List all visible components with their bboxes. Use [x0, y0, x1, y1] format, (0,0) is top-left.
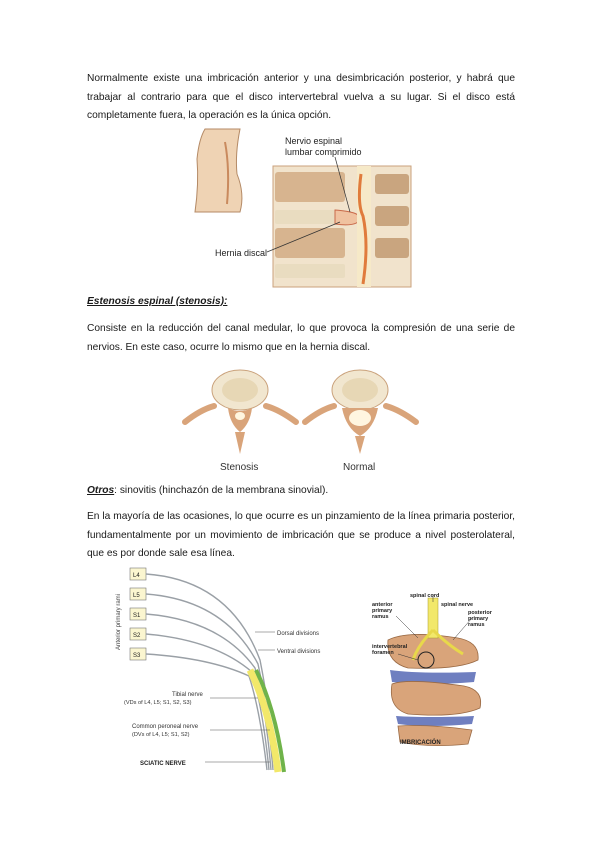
level-l4: L4	[133, 573, 140, 579]
level-s1: S1	[133, 613, 141, 619]
label-anterior-rami: Anterior primary rami	[116, 593, 122, 650]
label-foramen-1: intervertebral	[372, 644, 408, 650]
caption-imbricacion: IMBRICACIÓN	[400, 740, 441, 746]
label-foramen-2: foramen	[372, 650, 394, 656]
label-posterior-3: ramus	[468, 622, 485, 628]
paragraph-otros: En la mayoría de las ocasiones, lo que ocurre es un pinzamiento de la línea primaria posterior, fundamentalmente por un movimiento de imbricación que se produce a nivel posterolateral, que es por donde sale esa línea.	[87, 511, 515, 559]
stenosis-figure	[180, 362, 420, 474]
label-normal: Normal	[343, 462, 376, 473]
level-l5: L5	[133, 593, 140, 599]
sciatic-diagram	[110, 560, 360, 775]
label-nervio-2: lumbar comprimido	[285, 147, 362, 157]
label-peroneal-1: Common peroneal nerve	[132, 724, 199, 730]
label-stenosis: Stenosis	[220, 462, 259, 473]
hernia-figure	[185, 124, 415, 289]
hernia-illustration	[185, 124, 415, 289]
label-tibial-2: (VDs of L4, L5; S1, S2, S3)	[124, 700, 192, 706]
otros-text: : sinovitis (hinchazón de la membrana sinovial).	[114, 485, 329, 496]
label-nervio-1: Nervio espinal	[285, 136, 343, 146]
label-anterior-2: primary	[372, 608, 393, 614]
paragraph-intro: Normalmente existe una imbricación anterior y una desimbricación posterior, y habrá que trabajar al contrario para que el disco intervertebral vuelva a su lugar. Si el disco está completamente fuera, la operación es la única opción.	[87, 73, 515, 121]
otros-line	[87, 485, 328, 496]
label-dorsal: Dorsal divisions	[277, 631, 320, 637]
level-boxes	[130, 568, 146, 660]
label-spinal-nerve: spinal nerve	[441, 602, 474, 608]
label-anterior-3: ramus	[372, 614, 389, 620]
paragraph-stenosis: Consiste en la reducción del canal medular, lo que provoca la compresión de una serie de nervios. En este caso, ocurre lo mismo que en la hernia discal.	[87, 323, 515, 353]
sciatic-figure	[110, 560, 360, 775]
label-tibial-1: Tibial nerve	[172, 692, 203, 698]
label-anterior-1: anterior	[372, 602, 393, 608]
label-posterior-1: posterior	[468, 610, 492, 616]
label-peroneal-2: (DVs of L4, L5; S1, S2)	[132, 732, 190, 738]
label-ventral: Ventral divisions	[277, 649, 321, 655]
heading-stenosis: Estenosis espinal (stenosis):	[87, 296, 228, 307]
label-hernia: Hernia discal	[215, 248, 268, 258]
label-sciatic: SCIATIC NERVE	[140, 761, 186, 767]
label-spinal-cord: spinal cord	[410, 593, 440, 599]
imbricacion-figure	[368, 590, 508, 750]
imbricacion-illustration	[368, 590, 508, 750]
stenosis-illustration	[180, 362, 420, 474]
level-s3: S3	[133, 653, 141, 659]
level-s2: S2	[133, 633, 141, 639]
otros-label: Otros	[87, 485, 115, 496]
label-posterior-2: primary	[468, 616, 489, 622]
